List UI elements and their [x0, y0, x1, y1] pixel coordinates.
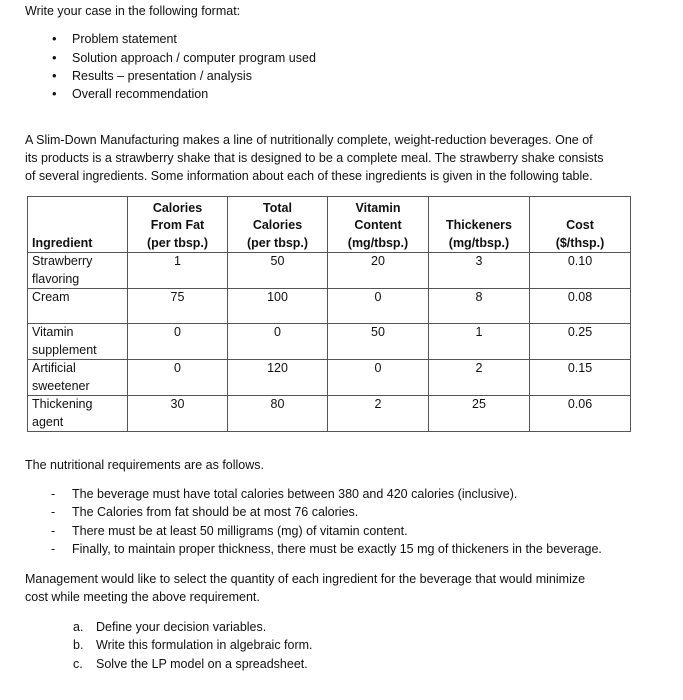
table-cell: 0.06	[530, 396, 631, 432]
ingredients-table	[27, 196, 631, 432]
table-cell: 75	[128, 289, 228, 324]
task-marker: a.	[73, 620, 84, 634]
bullet-item: Results – presentation / analysis	[72, 69, 252, 83]
ingredient-name: Artificial sweetener	[28, 360, 128, 396]
requirement-item: The beverage must have total calories between 380 and 420 calories (inclusive).	[72, 487, 518, 501]
task-marker: c.	[73, 657, 83, 671]
dash-marker: -	[51, 542, 56, 556]
table-cell: 50	[228, 253, 328, 289]
header-thickeners: Thickeners (mg/tbsp.)	[429, 197, 530, 253]
dash-marker: -	[51, 524, 56, 538]
table-cell: 2	[328, 396, 429, 432]
header-calories-from-fat: Calories From Fat (per tbsp.)	[128, 197, 228, 253]
task-marker: b.	[73, 638, 84, 652]
ingredient-name: Cream	[28, 289, 128, 324]
table-cell: 0.10	[530, 253, 631, 289]
header-ingredient: Ingredient	[28, 197, 128, 253]
bullet-marker: •	[52, 86, 57, 101]
table-cell: 0	[328, 360, 429, 396]
table-cell: 30	[128, 396, 228, 432]
table-cell: 0.08	[530, 289, 631, 324]
table-cell: 0	[128, 360, 228, 396]
header-total-calories: Total Calories (per tbsp.)	[228, 197, 328, 253]
requirement-item: There must be at least 50 milligrams (mg) of vitamin content.	[72, 524, 408, 538]
table-row	[28, 324, 631, 360]
bullet-item: Problem statement	[72, 32, 177, 46]
task-item: Write this formulation in algebraic form.	[96, 638, 313, 652]
header-cost: Cost ($/thsp.)	[530, 197, 631, 253]
table-cell: 0	[328, 289, 429, 324]
table-cell: 1	[128, 253, 228, 289]
requirements-heading: The nutritional requirements are as follows.	[25, 458, 265, 472]
ingredient-name: Thickening agent	[28, 396, 128, 432]
requirement-item: Finally, to maintain proper thickness, there must be exactly 15 mg of thickeners in the beverage.	[72, 542, 602, 556]
paragraph-line: Management would like to select the quantity of each ingredient for the beverage that would minimize	[25, 572, 586, 586]
dash-marker: -	[51, 487, 56, 501]
paragraph-line: its products is a strawberry shake that is designed to be a complete meal. The strawberry shake consists	[25, 151, 604, 165]
table-row	[28, 253, 631, 289]
table-row	[28, 289, 631, 324]
table-cell: 8	[429, 289, 530, 324]
dash-marker: -	[51, 505, 56, 519]
format-heading: Write your case in the following format:	[25, 4, 241, 18]
table-cell: 25	[429, 396, 530, 432]
ingredient-name: Strawberry flavoring	[28, 253, 128, 289]
bullet-marker: •	[52, 31, 57, 46]
requirement-item: The Calories from fat should be at most 76 calories.	[72, 505, 359, 519]
table-cell: 100	[228, 289, 328, 324]
table-cell: 0	[228, 324, 328, 360]
bullet-item: Solution approach / computer program used	[72, 51, 316, 65]
table-row	[28, 396, 631, 432]
table-row	[28, 360, 631, 396]
paragraph-line: A Slim-Down Manufacturing makes a line of nutritionally complete, weight-reduction beverages. One of	[25, 133, 593, 147]
table-cell: 0.25	[530, 324, 631, 360]
bullet-marker: •	[52, 68, 57, 83]
table-cell: 20	[328, 253, 429, 289]
table-cell: 1	[429, 324, 530, 360]
task-item: Solve the LP model on a spreadsheet.	[96, 657, 308, 671]
table-cell: 2	[429, 360, 530, 396]
table-cell: 120	[228, 360, 328, 396]
table-cell: 50	[328, 324, 429, 360]
table-cell: 3	[429, 253, 530, 289]
paragraph-line: of several ingredients. Some information about each of these ingredients is given in the following table.	[25, 169, 593, 183]
bullet-item: Overall recommendation	[72, 87, 209, 101]
table-header-row	[28, 197, 631, 253]
header-vitamin-content: Vitamin Content (mg/tbsp.)	[328, 197, 429, 253]
table-cell: 0	[128, 324, 228, 360]
task-item: Define your decision variables.	[96, 620, 267, 634]
ingredient-name: Vitamin supplement	[28, 324, 128, 360]
bullet-marker: •	[52, 50, 57, 65]
paragraph-line: cost while meeting the above requirement.	[25, 590, 260, 604]
table-cell: 0.15	[530, 360, 631, 396]
table-cell: 80	[228, 396, 328, 432]
